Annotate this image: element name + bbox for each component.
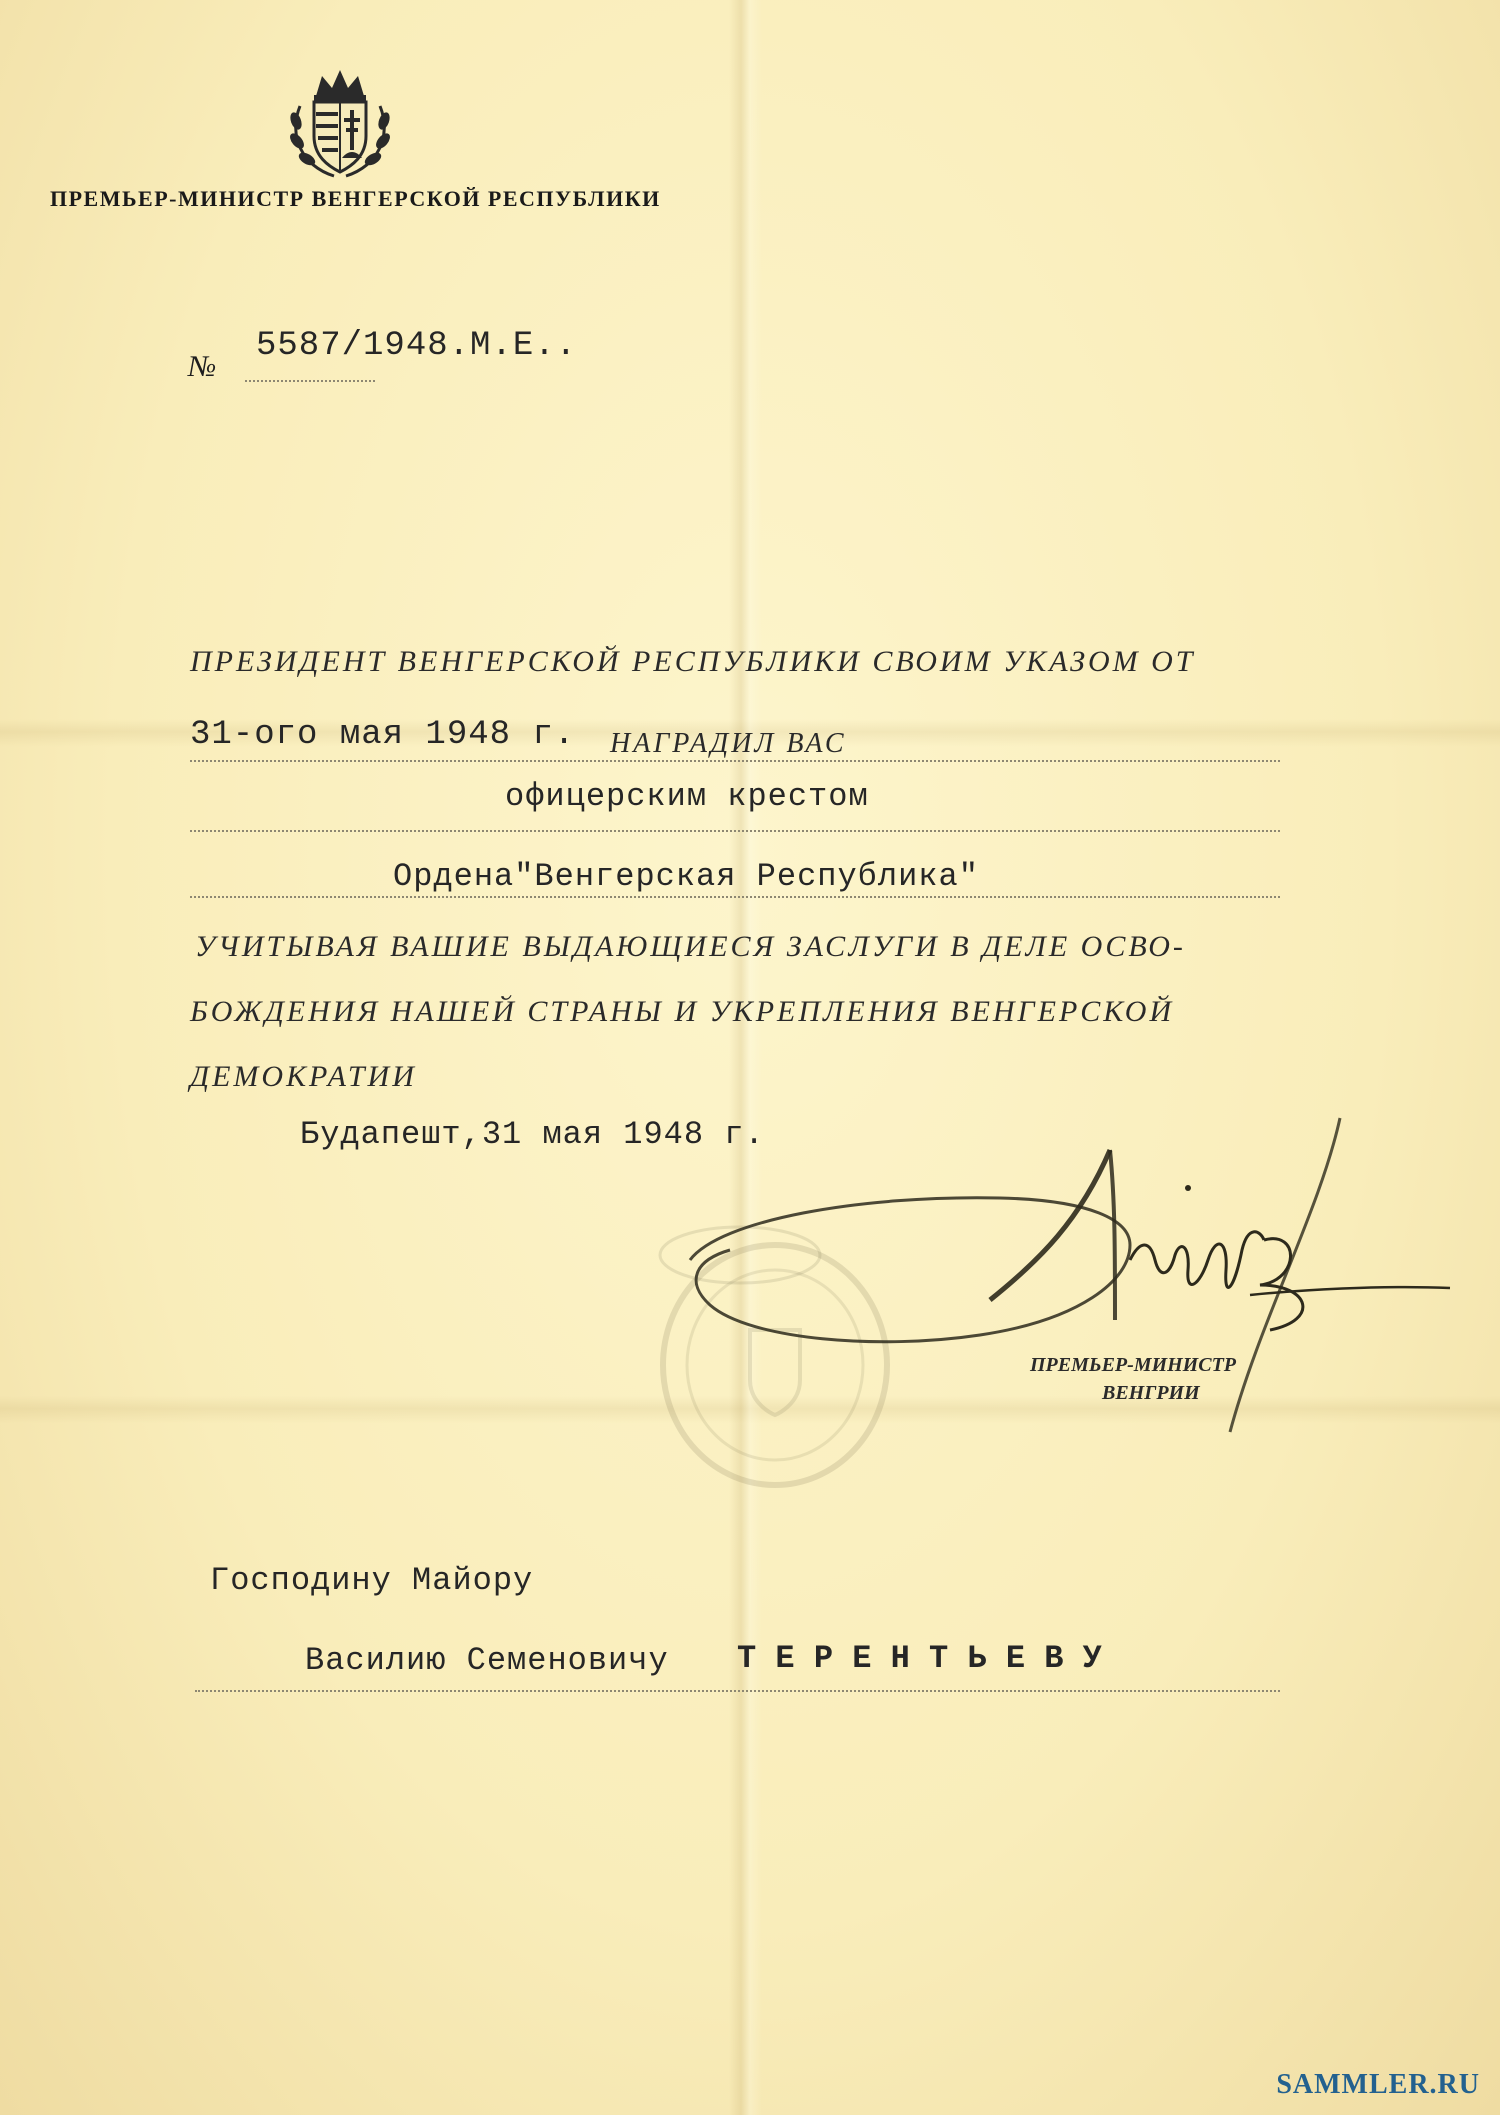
body-line-1: ПРЕЗИДЕНТ ВЕНГЕРСКОЙ РЕСПУБЛИКИ СВОИМ УКАЗОМ ОТ — [190, 645, 1196, 678]
reason-line-3: ДЕМОКРАТИИ — [190, 1060, 417, 1093]
signatory-title-line-1: ПРЕМЬЕР-МИНИСТР — [1030, 1354, 1237, 1376]
decree-dotted-line — [190, 760, 1280, 762]
reason-line-2: БОЖДЕНИЯ НАШЕЙ СТРАНЫ И УКРЕПЛЕНИЯ ВЕНГЕРСКОЙ — [190, 995, 1175, 1028]
recipient-dotted-line — [195, 1690, 1280, 1692]
reason-line-1: УЧИТЫВАЯ ВАШИЕ ВЫДАЮЩИЕСЯ ЗАСЛУГИ В ДЕЛЕ ОСВО- — [195, 930, 1186, 963]
recipient-salutation: Господину Майору — [210, 1562, 534, 1599]
award-order-dotted-line — [190, 896, 1280, 898]
signature-icon — [660, 1110, 1460, 1440]
award-degree: офицерским крестом — [505, 778, 869, 815]
number-sign: № — [188, 350, 217, 383]
letterhead-title: ПРЕМЬЕР-МИНИСТР ВЕНГЕРСКОЙ РЕСПУБЛИКИ — [50, 186, 661, 211]
crest-icon — [282, 66, 398, 186]
body-line-2-tail: НАГРАДИЛ ВАС — [610, 728, 847, 759]
award-degree-dotted-line — [190, 830, 1280, 832]
site-watermark: SAMMLER.RU — [1276, 2069, 1480, 2100]
reference-number: 5587/1948.М.Е.. — [256, 327, 578, 365]
reference-dotted-line — [245, 380, 375, 382]
recipient-name: Василию Семеновичу — [305, 1642, 669, 1679]
signatory-title-line-2: ВЕНГРИИ — [1102, 1382, 1200, 1404]
decree-date: 31-ого мая 1948 г. — [190, 716, 576, 754]
place-date: Будапешт,31 мая 1948 г. — [300, 1116, 765, 1153]
award-order: Ордена"Венгерская Республика" — [393, 858, 979, 895]
recipient-surname: Т Е Р Е Н Т Ь Е В У — [737, 1640, 1102, 1677]
